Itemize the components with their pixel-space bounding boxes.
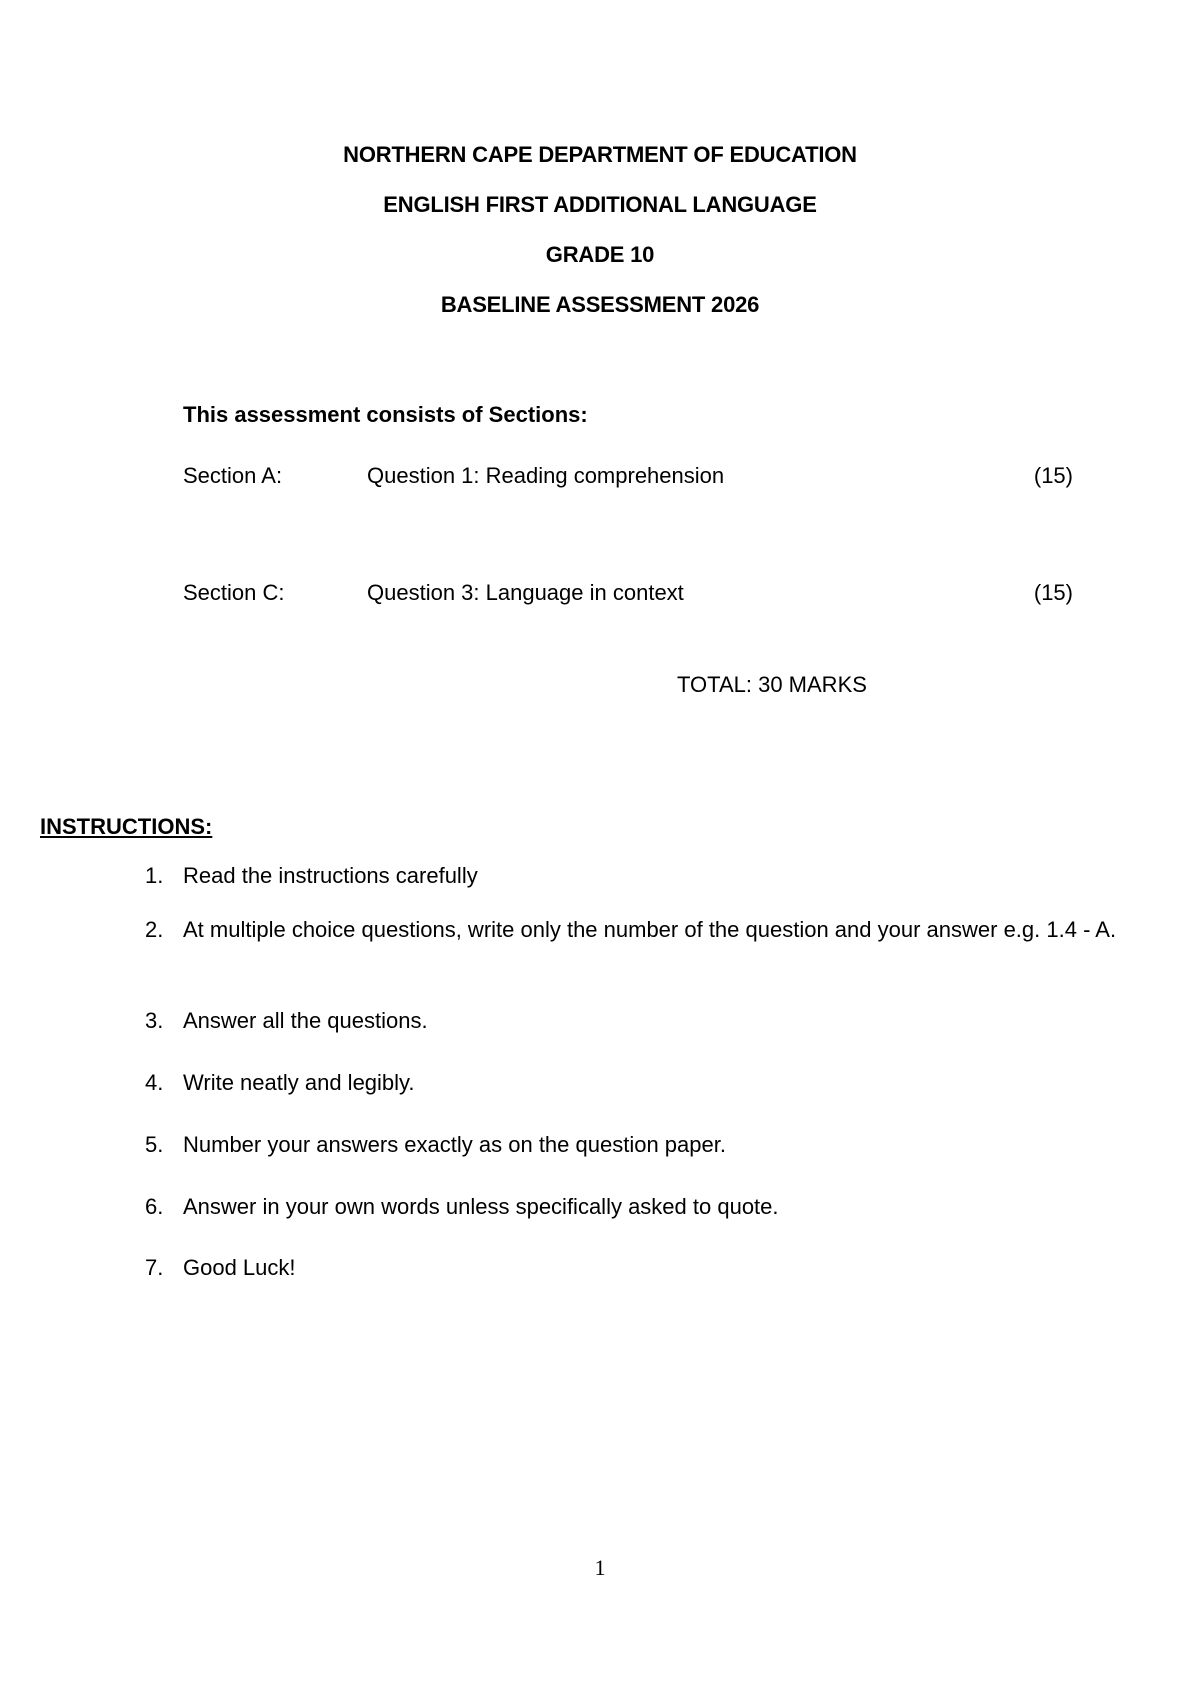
list-item-number: 6.: [145, 1194, 164, 1219]
list-item-number: 7.: [145, 1255, 164, 1280]
subject-heading: ENGLISH FIRST ADDITIONAL LANGUAGE: [383, 192, 817, 217]
section-question: Question 3: Language in context: [367, 580, 684, 605]
list-item-text: Write neatly and legibly.: [183, 1070, 415, 1095]
list-item-number: 5.: [145, 1132, 164, 1157]
assessment-heading: BASELINE ASSESSMENT 2026: [440, 292, 760, 317]
list-item-text: Number your answers exactly as on the question paper.: [183, 1132, 726, 1157]
section-marks: (15): [1033, 463, 1073, 488]
sections-intro: This assessment consists of Sections:: [183, 402, 588, 427]
list-item-text: Good Luck!: [183, 1255, 296, 1280]
section-question: Question 1: Reading comprehension: [367, 463, 725, 488]
section-label: Section A:: [183, 463, 283, 488]
list-item-number: 4.: [145, 1070, 164, 1095]
section-row-c: [183, 580, 1073, 610]
section-label: Section C:: [183, 580, 285, 605]
list-item-number: 2.: [145, 917, 164, 942]
grade-heading: GRADE 10: [545, 242, 655, 267]
section-marks: (15): [1033, 580, 1073, 605]
page-number: 1: [594, 1555, 606, 1580]
department-heading: NORTHERN CAPE DEPARTMENT OF EDUCATION: [343, 142, 857, 167]
list-item-number: 3.: [145, 1008, 164, 1033]
list-item-text: Answer in your own words unless specifically asked to quote.: [183, 1194, 779, 1219]
list-item-text: Read the instructions carefully: [183, 863, 478, 888]
list-item-text: At multiple choice questions, write only the number of the question and your answer e.g. 1.4 - A.: [183, 917, 1117, 942]
list-item-number: 1.: [145, 863, 164, 888]
section-row-a: [183, 463, 1073, 493]
instructions-title: INSTRUCTIONS:: [40, 814, 213, 839]
list-item-text: Answer all the questions.: [183, 1008, 428, 1033]
total-marks: TOTAL: 30 MARKS: [677, 672, 867, 697]
